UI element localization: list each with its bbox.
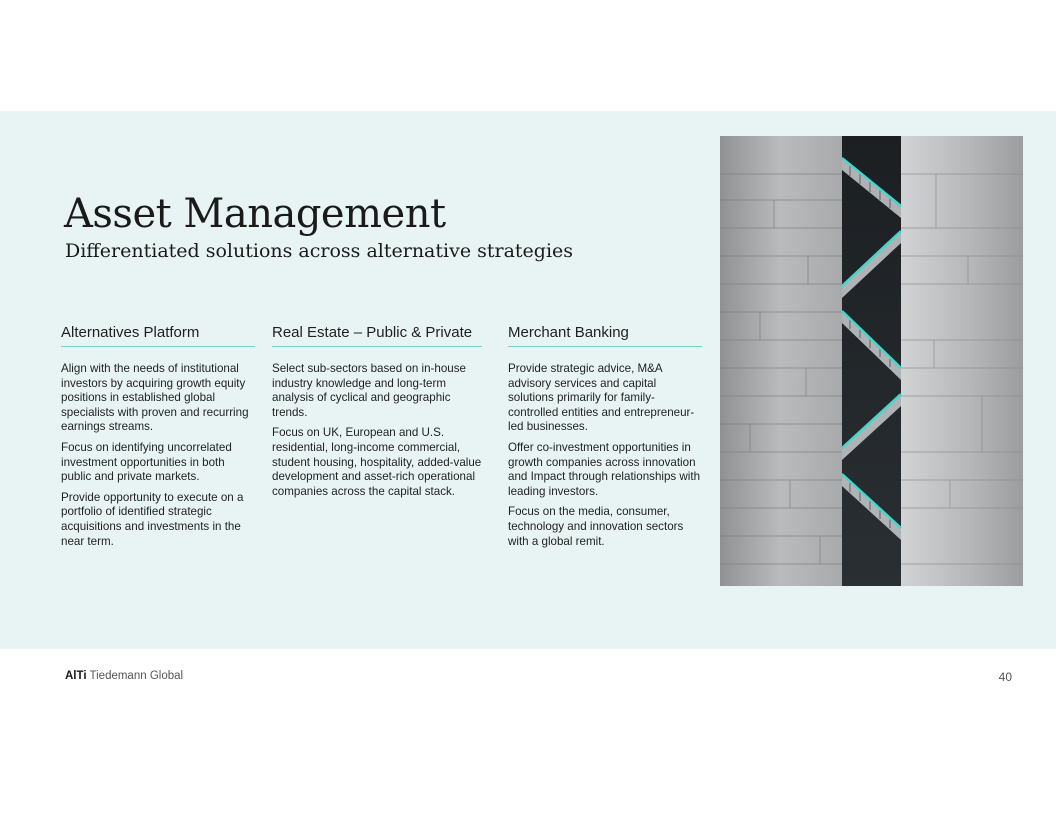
column-heading: Real Estate – Public & Private	[272, 323, 482, 347]
page-number: 40	[998, 670, 1012, 684]
column-paragraph: Focus on the media, consumer, technology and innovation sectors with a global remit.	[508, 505, 684, 548]
column-heading: Alternatives Platform	[61, 323, 255, 347]
footer-brand	[65, 670, 183, 682]
column-paragraph: Select sub-sectors based on in-house industry knowledge and long-term analysis of cyclical and geographic trends.	[272, 362, 466, 419]
page-title: Asset Management	[64, 191, 446, 237]
column-paragraph: Focus on UK, European and U.S. residential, long-income commercial, student housing, hospitality, added-value development and asset-rich operational companies across the capital stack.	[272, 426, 482, 498]
brand-logo-text: AlTi	[65, 670, 87, 682]
staircase-photo	[720, 136, 1023, 586]
column-merchant-banking	[508, 323, 702, 549]
column-paragraph: Align with the needs of institutional investors by acquiring growth equity positions in established global specialists with proven and recurring earnings streams.	[61, 362, 249, 434]
column-alternatives-platform	[61, 323, 255, 549]
page-subtitle: Differentiated solutions across alternative strategies	[65, 240, 574, 262]
column-paragraph: Provide opportunity to execute on a portfolio of identified strategic acquisitions and investments in the near term.	[61, 490, 244, 548]
column-real-estate	[272, 323, 482, 499]
column-paragraph: Provide strategic advice, M&A advisory services and capital solutions primarily for family-controlled entities and entrepreneur-led businesses.	[508, 362, 695, 434]
column-paragraph: Focus on identifying uncorrelated investment opportunities in both public and private markets.	[61, 440, 232, 484]
column-heading: Merchant Banking	[508, 323, 702, 347]
brand-name: Tiedemann Global	[89, 670, 184, 682]
column-paragraph: Offer co-investment opportunities in growth companies across innovation and Impact through relationships with leading investors.	[508, 440, 701, 498]
